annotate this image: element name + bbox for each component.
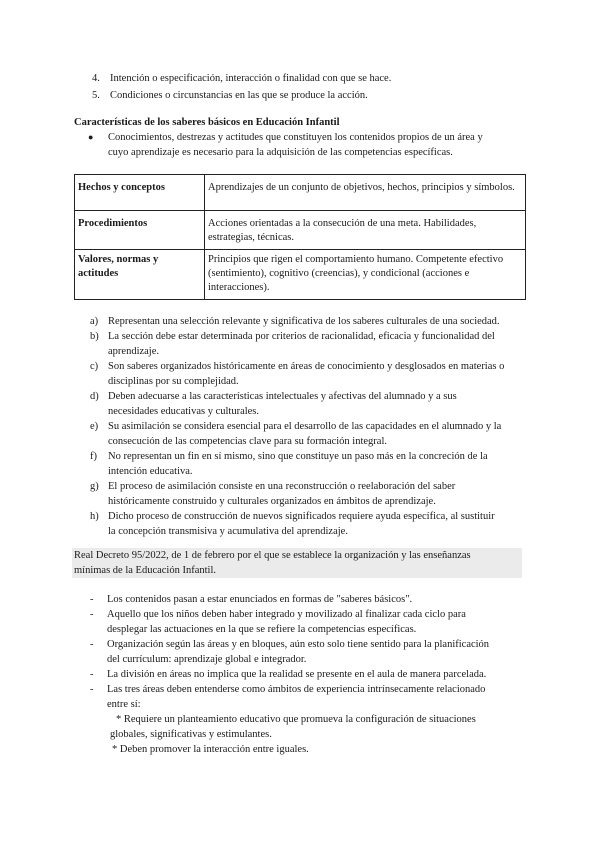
list-item [90, 592, 532, 607]
table-row-head: Hechos y conceptos [75, 175, 205, 211]
list-line: Dicho proceso de construcción de nuevos significados requiere ayuda específica, al sustituir [108, 511, 495, 522]
table-row [75, 175, 526, 211]
dash-marker: - [90, 684, 94, 695]
decree-line: mínimas de la Educación Infantil. [74, 565, 216, 576]
list-line: Las tres áreas deben entenderse como ámbitos de experiencia intrínsecamente relacionado [107, 684, 486, 695]
list-line: disciplinas por su complejidad. [108, 376, 239, 387]
sub-line: * Deben promover la interacción entre iguales. [112, 744, 309, 755]
list-item [90, 419, 532, 449]
list-item [90, 314, 532, 329]
list-item [90, 607, 532, 637]
table-row-body: Principios que rigen el comportamiento humano. Competente efectivo (sentimiento), cognitivo (creencias), y condicional (acciones e interacciones). [205, 250, 526, 300]
list-line: intención educativa. [108, 466, 193, 477]
section-heading: Características de los saberes básicos en Educación Infantil [74, 117, 340, 128]
list-line: Su asimilación se considera esencial para el desarrollo de las capacidades en el alumnado y la [108, 421, 502, 432]
list-letter: f) [90, 451, 97, 462]
sub-line: * Requiere un planteamiento educativo que promueva la configuración de situaciones [116, 714, 476, 725]
bullet-dot-icon: ● [88, 132, 94, 142]
list-letter: a) [90, 316, 99, 327]
list-line: la concepción transmisiva y acumulativa del aprendizaje. [108, 526, 348, 537]
list-line: necesidades educativas y culturales. [108, 406, 260, 417]
dash-marker: - [90, 609, 94, 620]
list-item-text: Intención o especificación, interacción o finalidad con que se hace. [110, 73, 392, 84]
sub-line: globales, significativas y estimulantes. [110, 729, 272, 740]
list-letter: g) [90, 481, 99, 492]
list-item [90, 637, 532, 667]
list-letter: b) [90, 331, 99, 342]
list-line: históricamente construido y culturales organizados en ámbitos de aprendizaje. [108, 496, 436, 507]
lettered-list [90, 314, 532, 539]
list-line: El proceso de asimilación consiste en una reconstrucción o reelaboración del saber [108, 481, 456, 492]
list-line: consecución de las competencias clave para su formación integral. [108, 436, 388, 447]
decree-reference [72, 548, 522, 578]
list-item-text: Condiciones o circunstancias en las que se produce la acción. [110, 90, 368, 101]
list-item [90, 389, 532, 419]
list-line: entre sí: [107, 699, 141, 710]
list-item [92, 88, 532, 103]
list-number: 4. [92, 73, 100, 84]
list-line: desplegar las actuaciones en la que se refiere la competencias específicas. [107, 624, 417, 635]
list-line: No representan un fin en sí mismo, sino que constituye un paso más en la concreción de la [108, 451, 488, 462]
list-letter: e) [90, 421, 99, 432]
numbered-list [92, 71, 532, 103]
table-row-head: Procedimientos [75, 211, 205, 250]
sub-item [110, 742, 530, 757]
table-row [75, 211, 526, 250]
list-item [90, 449, 532, 479]
list-line: Son saberes organizados históricamente en áreas de conocimiento y desglosados en materias o [108, 361, 505, 372]
list-number: 5. [92, 90, 100, 101]
bullet-line: cuyo aprendizaje es necesario para la adquisición de las competencias específicas. [108, 147, 453, 158]
table-row-body: Aprendizajes de un conjunto de objetivos, hechos, principios y símbolos. [205, 175, 526, 211]
dash-marker: - [90, 669, 94, 680]
list-item [90, 667, 532, 682]
intro-bullet [88, 130, 528, 160]
list-item [90, 509, 532, 539]
list-item [90, 479, 532, 509]
list-line: Deben adecuarse a las características intelectuales y afectivas del alumnado y a sus [108, 391, 457, 402]
decree-line: Real Decreto 95/2022, de 1 de febrero por el que se establece la organización y las enseñanzas [74, 550, 471, 561]
list-item [90, 682, 532, 712]
list-line: del currículum: aprendizaje global e integrador. [107, 654, 307, 665]
sub-item [110, 712, 530, 742]
list-line: La sección debe estar determinada por criterios de racionalidad, eficacia y funcionalidad del [108, 331, 495, 342]
list-line: Organización según las áreas y en bloques, aún esto solo tiene sentido para la planificación [107, 639, 490, 650]
bullet-line: Conocimientos, destrezas y actitudes que constituyen los contenidos propios de un área y [108, 132, 483, 143]
table-row-body: Acciones orientadas a la consecución de una meta. Habilidades, estrategias, técnicas. [205, 211, 526, 250]
dash-list [90, 592, 532, 712]
dash-marker: - [90, 639, 94, 650]
list-letter: c) [90, 361, 99, 372]
dash-marker: - [90, 594, 94, 605]
table-row-head: Valores, normas y actitudes [75, 250, 205, 300]
sub-list [110, 712, 530, 757]
list-line: Representan una selección relevante y significativa de los saberes culturales de una sociedad. [108, 316, 500, 327]
saberes-table [74, 174, 526, 300]
list-item [90, 329, 532, 359]
list-line: aprendizaje. [108, 346, 160, 357]
list-item [90, 359, 532, 389]
list-line: La división en áreas no implica que la realidad se presente en el aula de manera parcelada. [107, 669, 487, 680]
list-letter: h) [90, 511, 99, 522]
table-row [75, 250, 526, 300]
list-line: Los contenidos pasan a estar enunciados en formas de "saberes básicos". [107, 594, 413, 605]
list-item [92, 71, 532, 86]
list-letter: d) [90, 391, 99, 402]
list-line: Aquello que los niños deben haber integrado y movilizado al finalizar cada ciclo para [107, 609, 466, 620]
